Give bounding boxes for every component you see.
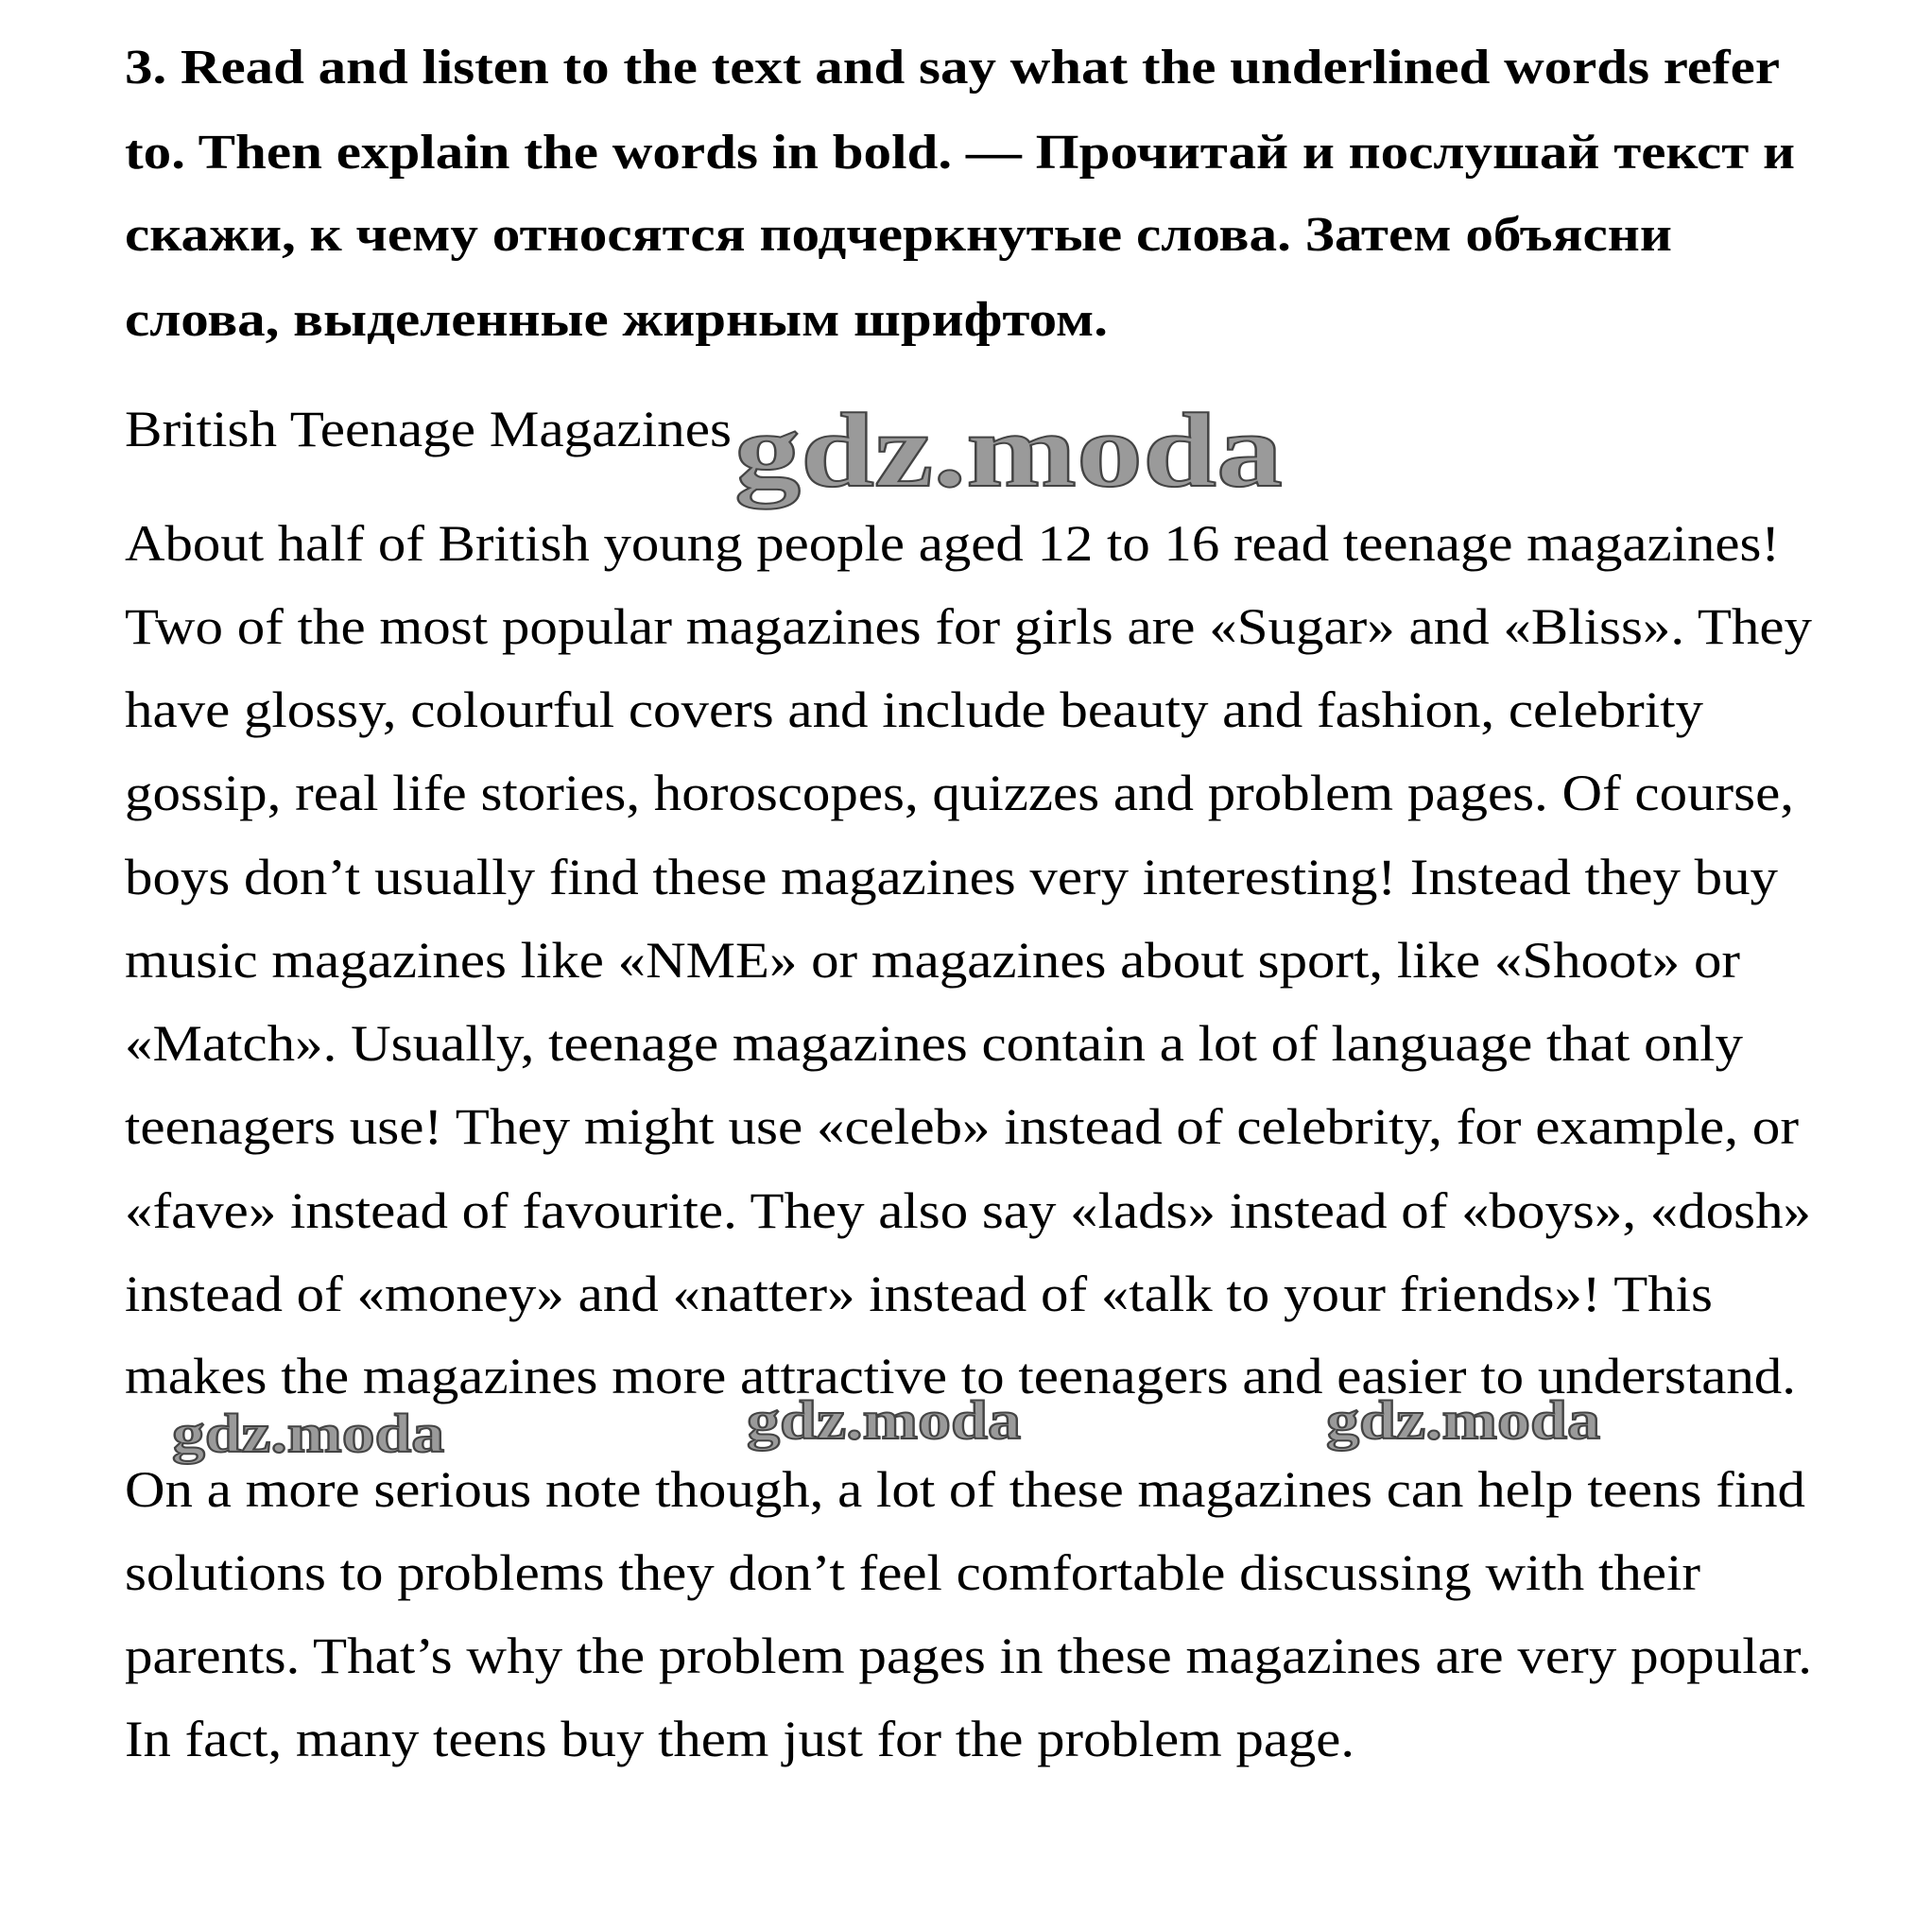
article-title: British Teenage Magazines [125,401,732,457]
watermark-logo: gdz.moda [1326,1389,1600,1451]
text-line: makes the magazines more attractive to teenagers and easier to understand. [125,1348,1796,1404]
text-line: solutions to problems they don’t feel comfortable discussing with their [125,1544,1701,1601]
text-line: On a more serious note though, a lot of these magazines can help teens find [125,1461,1806,1518]
task-line: to. Then explain the words in bold. — Прочитай и послушай текст и [125,126,1795,180]
task-line: слова, выделенные жирным шрифтом. [125,293,1108,347]
task-instruction [125,41,1795,347]
text-line: In fact, many teens buy them just for the problem page. [125,1711,1354,1767]
text-line: «Match». Usually, teenage magazines contain a lot of language that only [125,1015,1744,1072]
watermark-logo: gdz.moda [734,392,1283,509]
task-line: 3. Read and listen to the text and say what the underlined words refer [125,41,1781,95]
text-line: teenagers use! They might use «celeb» instead of celebrity, for example, or [125,1098,1800,1155]
text-line: About half of British young people aged 12 to 16 read teenage magazines! [125,515,1780,572]
text-line: gossip, real life stories, horoscopes, quizzes and problem pages. Of course, [125,765,1794,821]
paragraph-2 [125,1461,1812,1767]
paragraph-1 [125,515,1812,1404]
task-line: скажи, к чему относятся подчеркнутые слова. Затем объясни [125,208,1672,262]
watermark-logo: gdz.moda [747,1389,1021,1451]
text-line: «fave» instead of favourite. They also say «lads» instead of «boys», «dosh» [125,1182,1811,1239]
text-line: parents. That’s why the problem pages in these magazines are very popular. [125,1628,1812,1684]
text-line: boys don’t usually find these magazines very interesting! Instead they buy [125,849,1779,905]
text-line: Two of the most popular magazines for girls are «Sugar» and «Bliss». They [125,598,1812,655]
text-line: music magazines like «NME» or magazines about sport, like «Shoot» or [125,932,1741,989]
text-line: instead of «money» and «natter» instead of «talk to your friends»! This [125,1266,1713,1322]
text-line: have glossy, colourful covers and include beauty and fashion, celebrity [125,681,1703,738]
watermark-logo: gdz.moda [172,1403,444,1464]
